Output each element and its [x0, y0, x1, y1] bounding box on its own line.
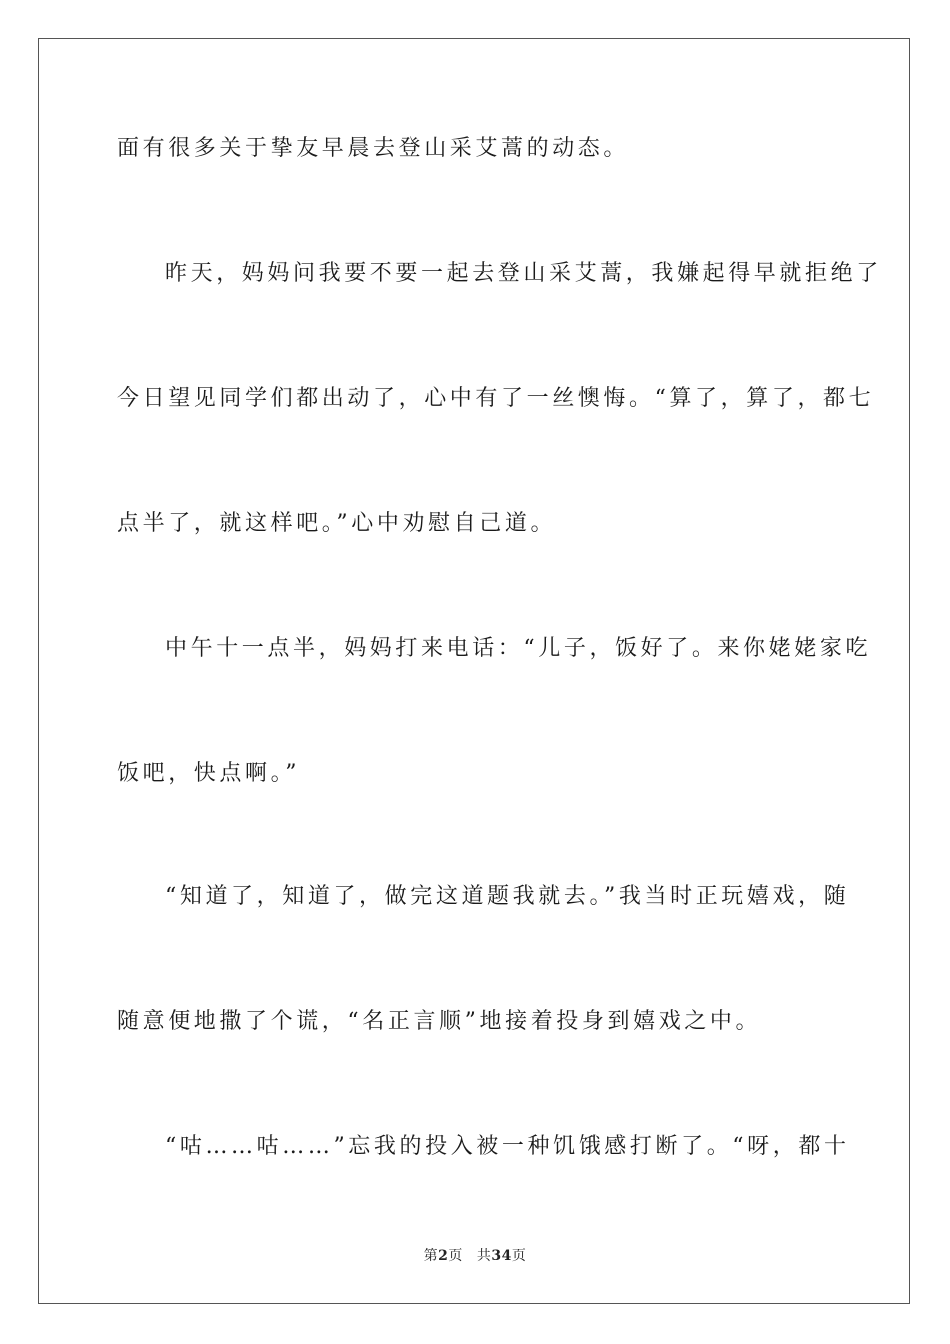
text-line-2: 昨天，妈妈问我要不要一起去登山采艾蒿，我嫌起得早就拒绝了 — [165, 261, 882, 286]
text-line-9: “咕……咕……”忘我的投入被一种饥饿感打断了。“呀，都十 — [165, 1134, 850, 1159]
total-prefix: 共 — [476, 1248, 492, 1264]
page-suffix: 页 — [448, 1248, 463, 1264]
text-line-8: 随意便地撒了个谎，“名正言顺”地接着投身到嬉戏之中。 — [117, 1009, 762, 1034]
page-footer — [0, 1247, 950, 1265]
total-pages: 34 — [491, 1248, 512, 1264]
text-line-6: 饭吧，快点啊。” — [117, 761, 301, 786]
page-prefix: 第 — [423, 1248, 439, 1264]
text-line-5: 中午十一点半，妈妈打来电话：“儿子，饭好了。来你姥姥家吃 — [165, 636, 872, 661]
text-line-1: 面有很多关于挚友早晨去登山采艾蒿的动态。 — [117, 136, 630, 161]
page-border — [38, 38, 910, 1304]
text-line-7: “知道了，知道了，做完这道题我就去。”我当时正玩嬉戏，随 — [165, 884, 850, 909]
total-suffix: 页 — [511, 1248, 527, 1264]
text-line-4: 点半了，就这样吧。”心中劝慰自己道。 — [117, 511, 557, 536]
text-line-3: 今日望见同学们都出动了，心中有了一丝懊悔。“算了，算了，都七 — [117, 386, 875, 411]
page-number: 2 — [438, 1248, 449, 1264]
